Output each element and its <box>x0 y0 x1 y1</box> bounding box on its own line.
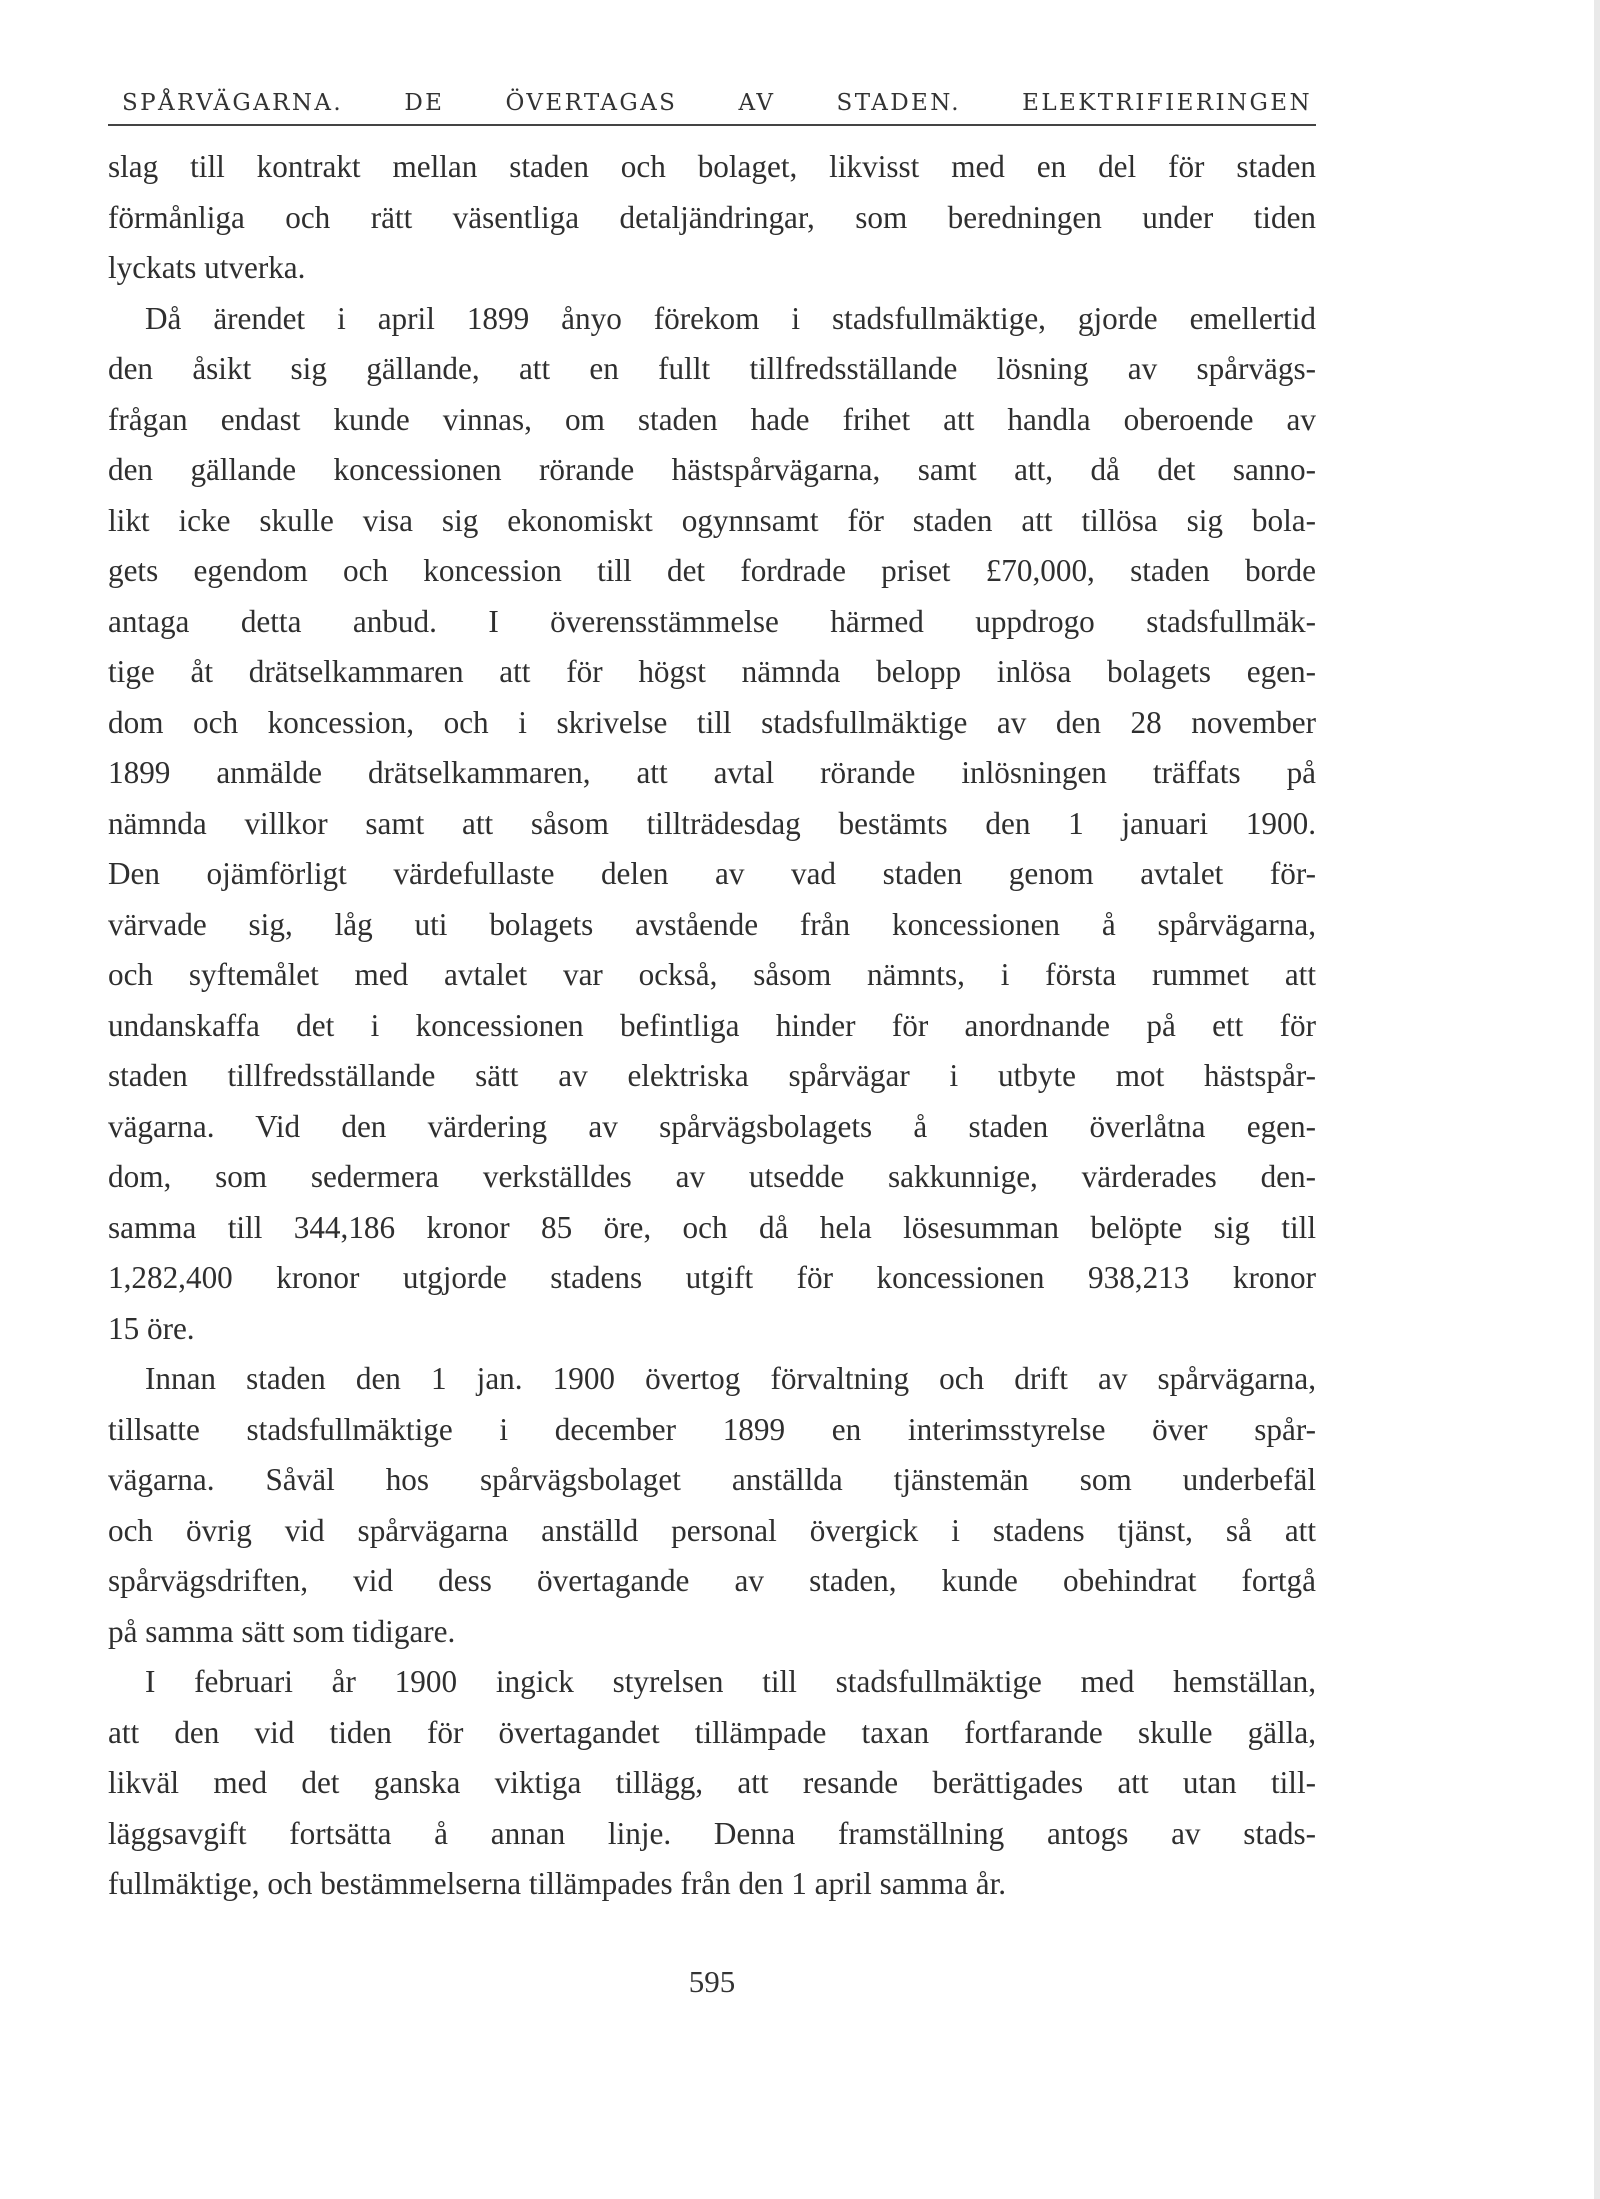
text-line: slag till kontrakt mellan staden och bolaget, likvisst med en del för staden <box>108 149 1316 184</box>
text-line: Då ärendet i april 1899 ånyo förekom i stadsfullmäktige, gjorde emellertid <box>145 300 1316 336</box>
text-line: 1899 anmälde drätselkammaren, att avtal rörande inlösningen träffats på <box>108 755 1316 790</box>
text-line: vägarna. Såväl hos spårvägsbolaget anställda tjänstemän som underbefäl <box>108 1462 1316 1497</box>
text-line: tige åt drätselkammaren att för högst nämnda belopp inlösa bolagets egen- <box>108 654 1316 689</box>
text-line: nämnda villkor samt att såsom tillträdesdag bestämts den 1 januari 1900. <box>108 805 1316 841</box>
text-line: samma till 344,186 kronor 85 öre, och då hela lösesumman belöpte sig till <box>108 1209 1316 1245</box>
scan-edge <box>1594 0 1600 2199</box>
text-line: 1,282,400 kronor utgjorde stadens utgift för koncessionen 938,213 kronor <box>108 1260 1316 1295</box>
running-head: SPÅRVÄGARNA. DE ÖVERTAGAS AV STADEN. ELEKTRIFIERINGEN <box>122 90 1312 116</box>
text-line: likväl med det ganska viktiga tillägg, att resande berättigades att utan till- <box>108 1765 1316 1800</box>
text-line: staden tillfredsställande sätt av elektriska spårvägar i utbyte mot hästspår- <box>108 1058 1316 1093</box>
text-line: lyckats utverka. <box>108 250 306 285</box>
text-line: förmånliga och rätt väsentliga detaljändringar, som beredningen under tiden <box>108 199 1316 235</box>
text-line: dom, som sedermera verkställdes av utsedde sakkunnige, värderades den- <box>108 1159 1316 1194</box>
text-line: Innan staden den 1 jan. 1900 övertog förvaltning och drift av spårvägarna, <box>145 1361 1316 1396</box>
header-rule <box>108 124 1316 126</box>
text-line: tillsatte stadsfullmäktige i december 1899 en interimsstyrelse över spår- <box>108 1411 1316 1447</box>
text-line: den åsikt sig gällande, att en fullt tillfredsställande lösning av spårvägs- <box>108 351 1316 386</box>
text-line: och syftemålet med avtalet var också, såsom nämnts, i första rummet att <box>108 957 1316 992</box>
text-line: spårvägsdriften, vid dess övertagande av staden, kunde obehindrat fortgå <box>108 1563 1316 1598</box>
text-line: likt icke skulle visa sig ekonomiskt ogynnsamt för staden att tillösa sig bola- <box>108 502 1316 538</box>
text-line: gets egendom och koncession till det fordrade priset £70,000, staden borde <box>108 553 1316 588</box>
text-line: att den vid tiden för övertagandet tillämpade taxan fortfarande skulle gälla, <box>108 1714 1316 1750</box>
text-line: antaga detta anbud. I överensstämmelse härmed uppdrogo stadsfullmäk- <box>108 603 1316 639</box>
text-line: läggsavgift fortsätta å annan linje. Denna framställning antogs av stads- <box>108 1815 1316 1851</box>
text-line: dom och koncession, och i skrivelse till stadsfullmäktige av den 28 november <box>108 704 1316 740</box>
text-line: värvade sig, låg uti bolagets avstående från koncessionen å spårvägarna, <box>108 906 1316 942</box>
body-text <box>108 142 1316 1910</box>
text-line: fullmäktige, och bestämmelserna tillämpades från den 1 april samma år. <box>108 1866 1007 1901</box>
text-line: och övrig vid spårvägarna anställd personal övergick i stadens tjänst, så att <box>108 1512 1316 1548</box>
text-line: Den ojämförligt värdefullaste delen av vad staden genom avtalet för- <box>108 856 1316 891</box>
text-line: vägarna. Vid den värdering av spårvägsbolagets å staden överlåtna egen- <box>108 1108 1316 1144</box>
page-number: 595 <box>688 1964 736 1999</box>
text-line: den gällande koncessionen rörande hästspårvägarna, samt att, då det sanno- <box>108 452 1316 487</box>
text-line: frågan endast kunde vinnas, om staden hade frihet att handla oberoende av <box>108 401 1316 437</box>
book-page <box>108 84 1316 1910</box>
text-line: I februari år 1900 ingick styrelsen till stadsfullmäktige med hemställan, <box>145 1664 1316 1699</box>
text-line: på samma sätt som tidigare. <box>108 1613 456 1649</box>
text-line: undanskaffa det i koncessionen befintliga hinder för anordnande på ett för <box>108 1007 1316 1043</box>
text-line: 15 öre. <box>108 1310 195 1346</box>
